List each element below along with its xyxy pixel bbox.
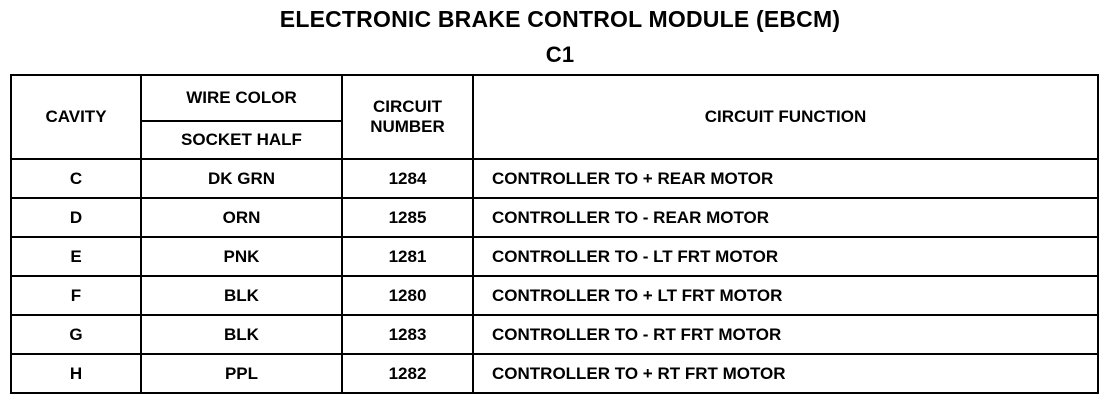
- header-wire-color: WIRE COLOR: [141, 75, 342, 121]
- cell-circuit-number: 1283: [342, 315, 473, 354]
- connector-pinout-table: [10, 74, 1099, 394]
- cell-circuit-number: 1285: [342, 198, 473, 237]
- cell-wire-color: PPL: [141, 354, 342, 393]
- cell-circuit-function: CONTROLLER TO - LT FRT MOTOR: [473, 237, 1098, 276]
- table-row: [11, 276, 1098, 315]
- header-circuit-number-line1: CIRCUIT: [373, 97, 442, 117]
- table-row: [11, 315, 1098, 354]
- cell-circuit-number: 1282: [342, 354, 473, 393]
- header-circuit-function: CIRCUIT FUNCTION: [473, 75, 1098, 159]
- header-circuit-number-line2: NUMBER: [370, 117, 445, 136]
- table-row: [11, 237, 1098, 276]
- connector-label: C1: [545, 42, 575, 67]
- cell-wire-color: PNK: [141, 237, 342, 276]
- header-socket-half: SOCKET HALF: [141, 121, 342, 159]
- cell-wire-color: BLK: [141, 276, 342, 315]
- cell-circuit-number: 1280: [342, 276, 473, 315]
- cell-wire-color: BLK: [141, 315, 342, 354]
- cell-circuit-number: 1281: [342, 237, 473, 276]
- cell-wire-color: ORN: [141, 198, 342, 237]
- cell-cavity: D: [11, 198, 141, 237]
- document-title: ELECTRONIC BRAKE CONTROL MODULE (EBCM): [279, 6, 841, 32]
- cell-circuit-function: CONTROLLER TO - REAR MOTOR: [473, 198, 1098, 237]
- table-row: [11, 354, 1098, 393]
- cell-circuit-function: CONTROLLER TO + LT FRT MOTOR: [473, 276, 1098, 315]
- cell-circuit-number: 1284: [342, 159, 473, 198]
- cell-circuit-function: CONTROLLER TO - RT FRT MOTOR: [473, 315, 1098, 354]
- table-body: [11, 159, 1098, 393]
- cell-cavity: G: [11, 315, 141, 354]
- cell-cavity: F: [11, 276, 141, 315]
- table-header: [11, 75, 1098, 159]
- cell-wire-color: DK GRN: [141, 159, 342, 198]
- cell-circuit-function: CONTROLLER TO + REAR MOTOR: [473, 159, 1098, 198]
- table-row: [11, 159, 1098, 198]
- cell-cavity: C: [11, 159, 141, 198]
- header-circuit-number: [342, 75, 473, 159]
- table-row: [11, 198, 1098, 237]
- cell-cavity: E: [11, 237, 141, 276]
- cell-circuit-function: CONTROLLER TO + RT FRT MOTOR: [473, 354, 1098, 393]
- cell-cavity: H: [11, 354, 141, 393]
- header-cavity: CAVITY: [11, 75, 141, 159]
